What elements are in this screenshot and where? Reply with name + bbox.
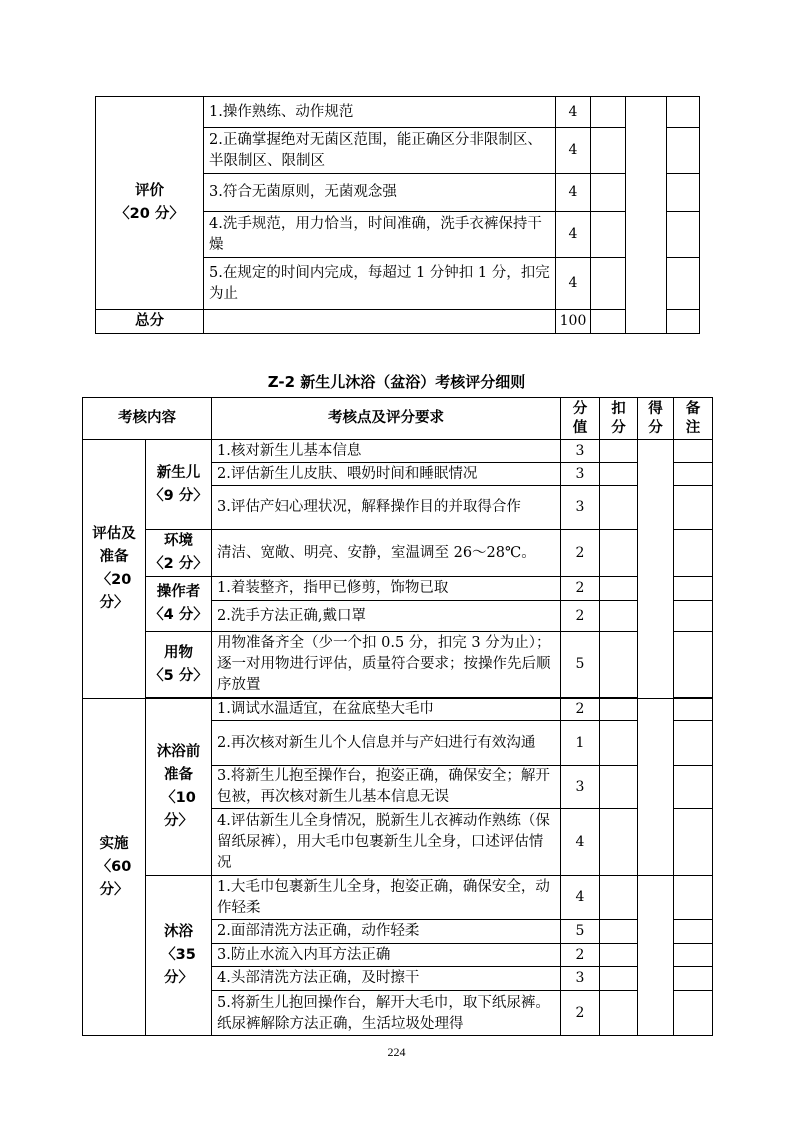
criterion-text: 3.评估产妇心理状况，解释操作目的并取得合作 bbox=[212, 486, 561, 530]
note-cell bbox=[674, 721, 713, 766]
note-cell bbox=[674, 699, 713, 721]
subgroup-label-cell bbox=[146, 632, 212, 698]
subgroup-label: 新生儿 bbox=[156, 464, 201, 481]
note-cell bbox=[674, 876, 713, 920]
note-cell bbox=[674, 967, 713, 991]
criterion-text: 1.调试水温适宜，在盆底垫大毛巾 bbox=[212, 699, 561, 721]
criterion-text: 2.面部清洗方法正确，动作轻柔 bbox=[212, 920, 561, 944]
category-label: 评价 bbox=[135, 183, 164, 199]
criterion-text: 2.正确掌握绝对无菌区范围，能正确区分非限制区、半限制区、限制区 bbox=[204, 128, 556, 174]
deduct-cell bbox=[600, 601, 638, 632]
criterion-text: 3.防止水流入内耳方法正确 bbox=[212, 944, 561, 967]
header-score: 分 值 bbox=[561, 398, 600, 440]
score-value: 5 bbox=[561, 632, 600, 698]
deduct-cell bbox=[591, 212, 626, 258]
score-value: 4 bbox=[561, 876, 600, 920]
table-row bbox=[83, 699, 713, 721]
deduct-cell bbox=[600, 991, 638, 1036]
note-cell bbox=[667, 212, 700, 258]
group-points: 〈20 分〉 bbox=[96, 572, 132, 611]
deduct-cell bbox=[600, 721, 638, 766]
subgroup-label-cell bbox=[146, 577, 212, 632]
deduct-cell bbox=[600, 809, 638, 876]
note-cell bbox=[674, 463, 713, 486]
criterion-text: 清洁、宽敞、明亮、安静，室温调至 26～28℃。 bbox=[212, 530, 561, 577]
section-title: Z-2 新生儿沐浴（盆浴）考核评分细则 bbox=[267, 373, 526, 391]
header-get: 得 分 bbox=[638, 398, 674, 440]
score-value: 2 bbox=[561, 530, 600, 577]
criterion-text: 4.评估新生儿全身情况，脱新生儿衣裤动作熟练（保留纸尿裤），用大毛巾包裹新生儿全身，口述评估情况 bbox=[212, 809, 561, 876]
deduct-cell bbox=[600, 632, 638, 698]
note-cell bbox=[674, 809, 713, 876]
deduct-cell bbox=[600, 766, 638, 809]
score-value: 4 bbox=[556, 174, 591, 212]
note-cell bbox=[667, 258, 700, 310]
subgroup-label: 用物 bbox=[164, 644, 193, 661]
note-cell bbox=[674, 601, 713, 632]
score-value: 4 bbox=[556, 128, 591, 174]
subgroup-points: 〈10 分〉 bbox=[161, 790, 196, 829]
evaluation-table bbox=[95, 96, 700, 334]
score-value: 4 bbox=[556, 258, 591, 310]
deduct-cell bbox=[600, 530, 638, 577]
empty-cell bbox=[204, 310, 556, 334]
deduct-cell bbox=[600, 699, 638, 721]
criterion-text: 1.操作熟练、动作规范 bbox=[204, 97, 556, 128]
criterion-text: 2.评估新生儿皮肤、喂奶时间和睡眠情况 bbox=[212, 463, 561, 486]
group-label-cell bbox=[83, 440, 146, 699]
score-value: 2 bbox=[561, 601, 600, 632]
subgroup-label-cell bbox=[146, 876, 212, 1036]
table-row bbox=[83, 632, 713, 698]
score-value: 4 bbox=[556, 97, 591, 128]
group-label-cell bbox=[83, 699, 146, 1036]
get-cell bbox=[638, 699, 674, 876]
deduct-cell bbox=[591, 310, 626, 334]
criterion-text: 4.洗手规范，用力恰当，时间准确，洗手衣裤保持干燥 bbox=[204, 212, 556, 258]
subgroup-points: 〈35 分〉 bbox=[161, 947, 196, 986]
table-row bbox=[83, 876, 713, 920]
group-points: 〈60 分〉 bbox=[96, 858, 132, 898]
score-value: 4 bbox=[556, 212, 591, 258]
score-value: 1 bbox=[561, 721, 600, 766]
get-cell bbox=[638, 876, 674, 1036]
note-cell bbox=[667, 174, 700, 212]
score-value: 2 bbox=[561, 577, 600, 601]
score-value: 2 bbox=[561, 699, 600, 721]
score-value: 2 bbox=[561, 991, 600, 1036]
score-value: 2 bbox=[561, 944, 600, 967]
total-row bbox=[96, 310, 700, 334]
subgroup-points: 〈5 分〉 bbox=[149, 667, 208, 684]
score-value: 3 bbox=[561, 463, 600, 486]
deduct-cell bbox=[600, 944, 638, 967]
deduct-cell bbox=[600, 463, 638, 486]
header-row bbox=[83, 398, 713, 440]
header-note: 备 注 bbox=[674, 398, 713, 440]
note-cell bbox=[674, 766, 713, 809]
note-cell bbox=[667, 310, 700, 334]
subgroup-points: 〈9 分〉 bbox=[149, 487, 208, 504]
criterion-text: 1.核对新生儿基本信息 bbox=[212, 440, 561, 463]
note-cell bbox=[674, 920, 713, 944]
deduct-cell bbox=[600, 440, 638, 463]
criterion-text: 2.洗手方法正确,戴口罩 bbox=[212, 601, 561, 632]
header-points: 考核点及评分要求 bbox=[212, 398, 561, 440]
group-label: 实施 bbox=[99, 835, 129, 852]
note-cell bbox=[674, 486, 713, 530]
note-cell bbox=[674, 944, 713, 967]
deduct-cell bbox=[600, 920, 638, 944]
table-row bbox=[83, 440, 713, 463]
note-cell bbox=[667, 128, 700, 174]
deduct-cell bbox=[591, 174, 626, 212]
note-cell bbox=[674, 577, 713, 601]
total-score: 100 bbox=[556, 310, 591, 334]
note-cell bbox=[674, 440, 713, 463]
get-cell bbox=[626, 97, 667, 334]
subgroup-points: 〈4 分〉 bbox=[149, 607, 208, 623]
category-cell bbox=[96, 97, 204, 310]
deduct-cell bbox=[600, 486, 638, 530]
criterion-text: 2.再次核对新生儿个人信息并与产妇进行有效沟通 bbox=[212, 721, 561, 766]
criterion-text: 5.将新生儿抱回操作台，解开大毛巾，取下纸尿裤。纸尿裤解除方法正确，生活垃圾处理得 bbox=[212, 991, 561, 1036]
deduct-cell bbox=[600, 967, 638, 991]
criterion-text: 5.在规定的时间内完成，每超过 1 分钟扣 1 分，扣完为止 bbox=[204, 258, 556, 310]
criterion-text: 3.符合无菌原则，无菌观念强 bbox=[204, 174, 556, 212]
score-value: 4 bbox=[561, 809, 600, 876]
group-label: 评估及 准备 bbox=[92, 526, 136, 565]
subgroup-points: 〈2 分〉 bbox=[149, 556, 208, 572]
header-deduct: 扣 分 bbox=[600, 398, 638, 440]
criterion-text: 1.大毛巾包裹新生儿全身，抱姿正确，确保安全，动作轻柔 bbox=[212, 876, 561, 920]
subgroup-label-cell bbox=[146, 440, 212, 530]
get-cell bbox=[638, 440, 674, 699]
subgroup-label-cell bbox=[146, 530, 212, 577]
category-points: 〈20 分〉 bbox=[115, 206, 184, 222]
note-cell bbox=[667, 97, 700, 128]
note-cell bbox=[674, 530, 713, 577]
subgroup-label: 操作者 bbox=[156, 584, 201, 600]
note-cell bbox=[674, 632, 713, 698]
subgroup-label-cell bbox=[146, 699, 212, 876]
bathing-rubric-table bbox=[82, 397, 713, 1036]
score-value: 3 bbox=[561, 486, 600, 530]
deduct-cell bbox=[600, 577, 638, 601]
subgroup-label: 环境 bbox=[164, 533, 193, 549]
criterion-text: 用物准备齐全（少一个扣 0.5 分，扣完 3 分为止）；逐一对用物进行评估，质量符合要求；按操作先后顺序放置 bbox=[212, 632, 561, 698]
deduct-cell bbox=[591, 128, 626, 174]
subgroup-label: 沐浴 bbox=[164, 924, 193, 940]
deduct-cell bbox=[591, 97, 626, 128]
deduct-cell bbox=[600, 876, 638, 920]
criterion-text: 4.头部清洗方法正确，及时擦干 bbox=[212, 967, 561, 991]
score-value: 5 bbox=[561, 920, 600, 944]
criterion-text: 3.将新生儿抱至操作台，抱姿正确，确保安全；解开包被，再次核对新生儿基本信息无误 bbox=[212, 766, 561, 809]
note-cell bbox=[674, 991, 713, 1036]
criterion-text: 1.着装整齐，指甲已修剪，饰物已取 bbox=[212, 577, 561, 601]
total-label: 总分 bbox=[96, 310, 204, 334]
header-content: 考核内容 bbox=[83, 398, 212, 440]
score-value: 3 bbox=[561, 766, 600, 809]
table-row bbox=[83, 530, 713, 577]
page-number: 224 bbox=[387, 1045, 406, 1059]
table-row bbox=[96, 97, 700, 128]
score-value: 3 bbox=[561, 967, 600, 991]
score-value: 3 bbox=[561, 440, 600, 463]
deduct-cell bbox=[591, 258, 626, 310]
subgroup-label: 沐浴前 准备 bbox=[156, 744, 201, 783]
table-row bbox=[83, 577, 713, 601]
